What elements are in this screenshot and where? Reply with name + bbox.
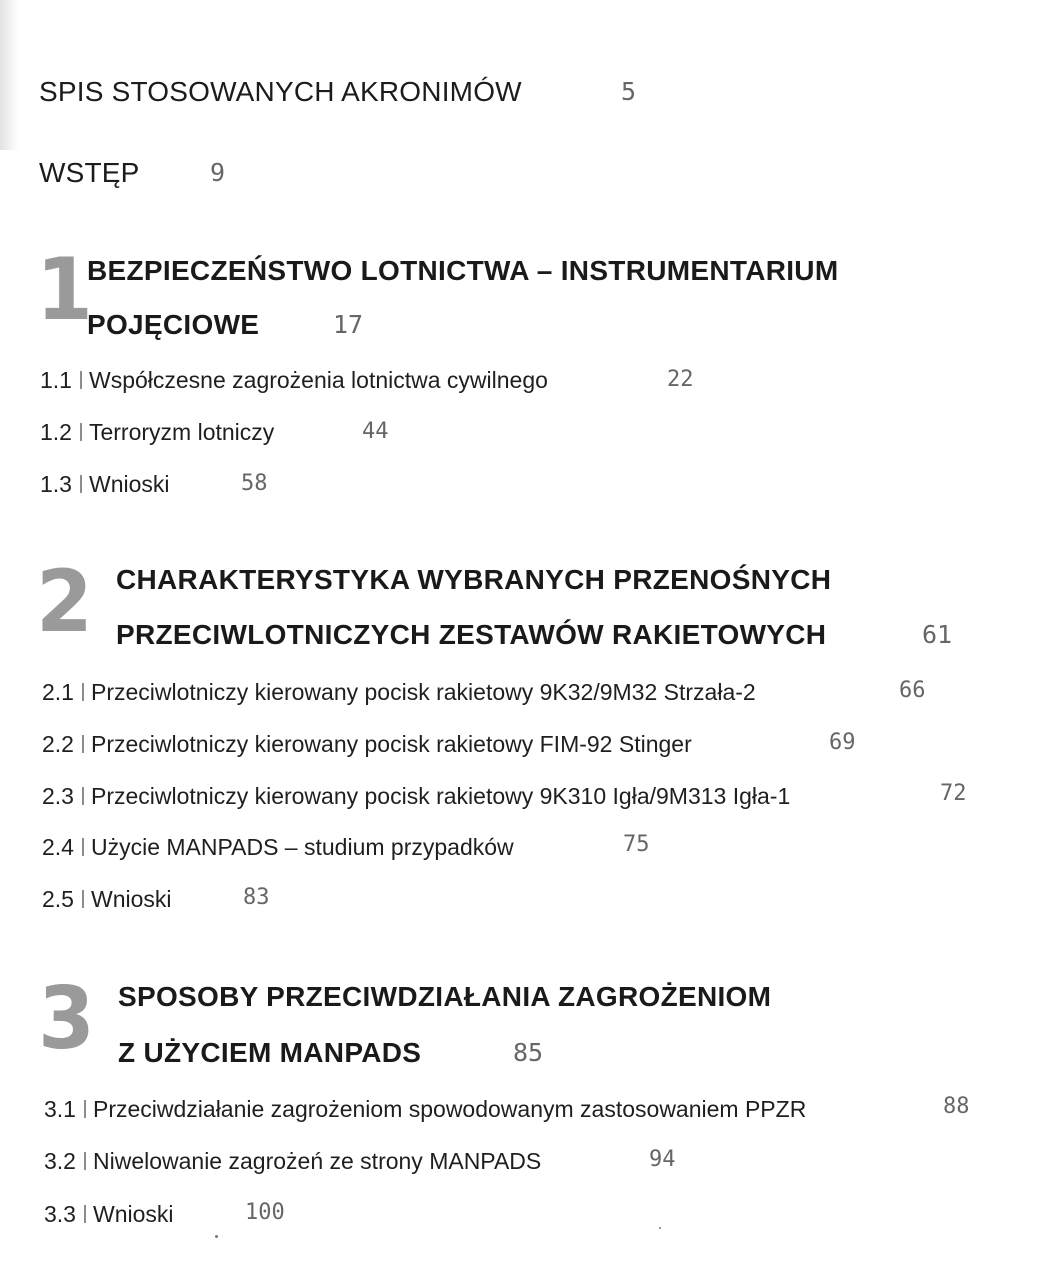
section-number: 2.5 — [42, 886, 74, 912]
section-title: Wnioski — [88, 471, 170, 497]
section-separator — [82, 838, 84, 856]
section-page-1-2: 44 — [362, 419, 389, 444]
section-3-2 — [44, 1150, 541, 1173]
chapter-number-1: 1 — [36, 240, 93, 340]
section-title: Przeciwlotniczy kierowany pocisk rakietowy 9K32/9M32 Strzała-2 — [90, 679, 756, 705]
chapter-page-1: 17 — [333, 310, 364, 339]
section-page-2-3: 72 — [940, 781, 967, 806]
section-page-3-2: 94 — [649, 1147, 676, 1172]
scan-speck — [659, 1227, 661, 1229]
section-page-2-2: 69 — [829, 730, 856, 755]
section-title: Terroryzm lotniczy — [88, 419, 275, 445]
section-number: 3.2 — [44, 1148, 76, 1174]
section-page-1-3: 58 — [241, 471, 268, 496]
section-separator — [84, 1100, 86, 1118]
section-number: 2.4 — [42, 834, 74, 860]
section-2-1 — [42, 681, 756, 704]
section-2-4 — [42, 836, 514, 859]
section-title: Użycie MANPADS – studium przypadków — [90, 834, 514, 860]
chapter-title-3-line-1: SPOSOBY PRZECIWDZIAŁANIA ZAGROŻENIOM — [118, 981, 772, 1012]
section-2-3 — [42, 785, 790, 808]
section-page-2-4: 75 — [623, 832, 650, 857]
section-separator — [82, 890, 84, 908]
section-number: 3.3 — [44, 1201, 76, 1227]
section-separator — [80, 371, 82, 389]
toc-front-title-acronyms: SPIS STOSOWANYCH AKRONIMÓW — [39, 76, 522, 107]
section-title: Niwelowanie zagrożeń ze strony MANPADS — [92, 1148, 542, 1174]
section-title: Współczesne zagrożenia lotnictwa cywilnego — [88, 367, 548, 393]
chapter-number-3: 3 — [38, 969, 95, 1069]
section-number: 2.1 — [42, 679, 74, 705]
section-1-2 — [40, 421, 274, 444]
chapter-title-2-line-1: CHARAKTERYSTYKA WYBRANYCH PRZENOŚNYCH — [116, 564, 832, 595]
scan-edge-shadow — [0, 0, 18, 150]
section-separator — [82, 683, 84, 701]
section-page-2-1: 66 — [899, 678, 926, 703]
section-1-1 — [40, 369, 548, 392]
section-separator — [82, 735, 84, 753]
section-2-2 — [42, 733, 692, 756]
chapter-title-3-line-2: Z UŻYCIEM MANPADS — [118, 1037, 422, 1068]
chapter-page-3: 85 — [513, 1038, 544, 1067]
section-number: 2.3 — [42, 783, 74, 809]
section-page-3-3: 100 — [245, 1200, 285, 1225]
section-title: Przeciwlotniczy kierowany pocisk rakietowy FIM-92 Stinger — [90, 731, 692, 757]
section-number: 2.2 — [42, 731, 74, 757]
section-separator — [84, 1205, 86, 1223]
chapter-title-1-line-1: BEZPIECZEŃSTWO LOTNICTWA – INSTRUMENTARIUM — [87, 255, 839, 286]
section-page-1-1: 22 — [667, 367, 694, 392]
section-number: 1.1 — [40, 367, 72, 393]
chapter-number-2: 2 — [36, 552, 93, 652]
section-3-3 — [44, 1203, 174, 1226]
section-number: 1.3 — [40, 471, 72, 497]
chapter-title-1-line-2: POJĘCIOWE — [87, 309, 260, 340]
section-separator — [80, 475, 82, 493]
section-number: 1.2 — [40, 419, 72, 445]
section-number: 3.1 — [44, 1096, 76, 1122]
chapter-page-2: 61 — [922, 620, 953, 649]
section-3-1 — [44, 1098, 806, 1121]
section-title: Przeciwdziałanie zagrożeniom spowodowanym zastosowaniem PPZR — [92, 1096, 807, 1122]
section-separator — [84, 1152, 86, 1170]
section-title: Wnioski — [90, 886, 172, 912]
section-separator — [82, 787, 84, 805]
chapter-title-2-line-2: PRZECIWLOTNICZYCH ZESTAWÓW RAKIETOWYCH — [116, 619, 827, 650]
section-page-2-5: 83 — [243, 885, 270, 910]
section-title: Wnioski — [92, 1201, 174, 1227]
section-separator — [80, 423, 82, 441]
section-page-3-1: 88 — [943, 1094, 970, 1119]
toc-front-title-introduction: WSTĘP — [39, 157, 140, 188]
section-title: Przeciwlotniczy kierowany pocisk rakietowy 9K310 Igła/9M313 Igła-1 — [90, 783, 791, 809]
toc-front-page-acronyms: 5 — [621, 77, 637, 106]
toc-front-page-introduction: 9 — [210, 158, 226, 187]
section-2-5 — [42, 888, 172, 911]
scan-speck — [215, 1235, 218, 1238]
section-1-3 — [40, 473, 170, 496]
